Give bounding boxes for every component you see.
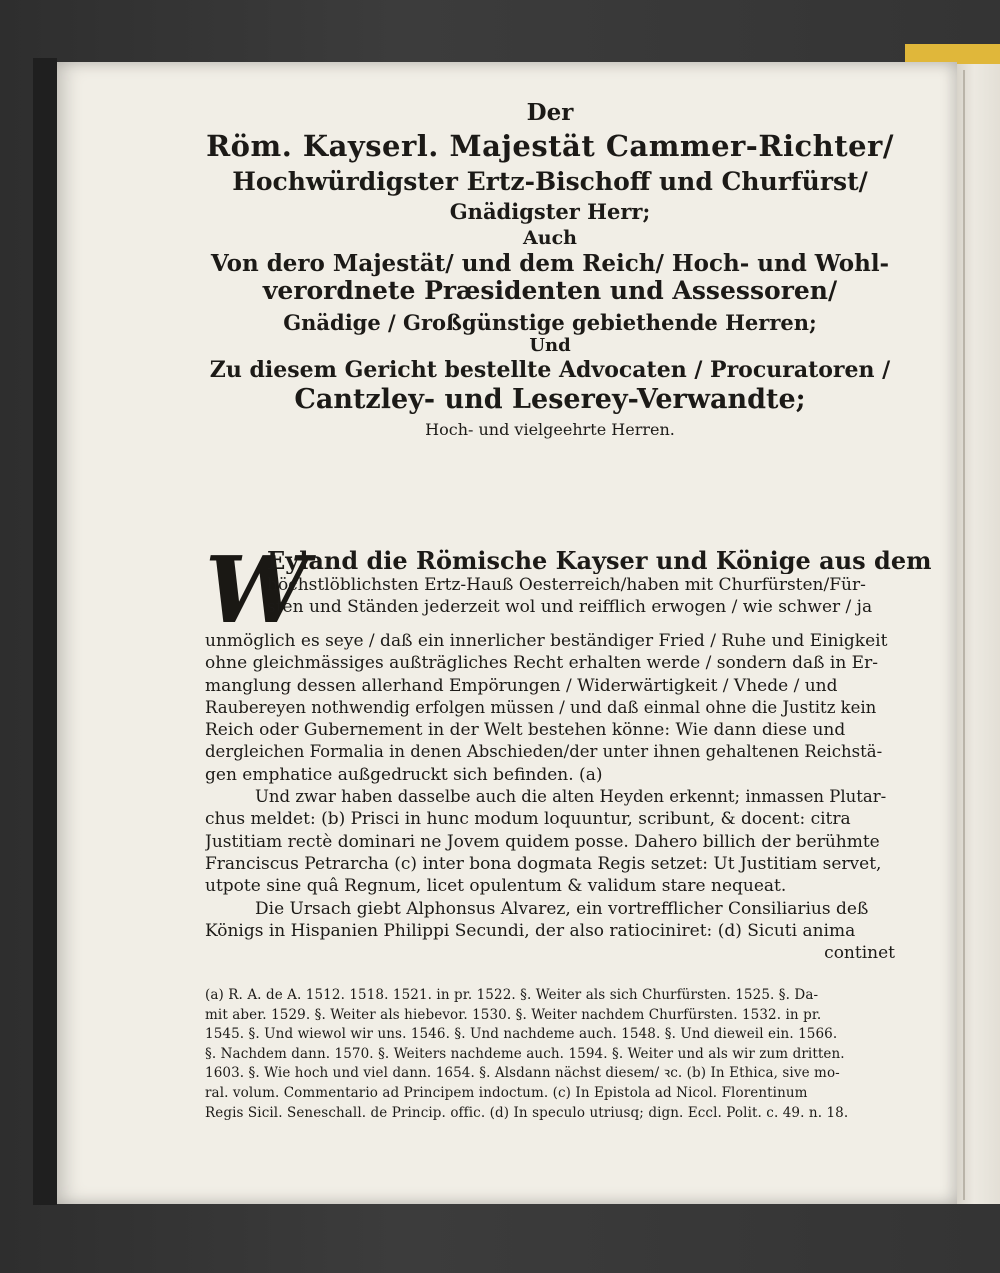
text-line: Königs in Hispanien Philippi Secundi, der also ratiociniret: (d) Sicuti anima: [205, 920, 856, 941]
title-line-5: verordnete Præsidenten und Assessoren/: [262, 275, 838, 305]
text-line: dergleichen Formalia in denen Abschieden/der unter ihnen gehaltenen Reichstä-: [205, 742, 883, 762]
title-line-8: Cantzley- und Leserey-Verwandte;: [294, 384, 806, 416]
title-und: Und: [529, 335, 571, 357]
footnotes: [205, 986, 895, 1123]
text-line: Justitiam rectè dominari ne Jovem quidem posse. Dahero billich der berühmte: [205, 831, 880, 852]
gutter-line: [963, 70, 965, 1200]
catchword: continet: [824, 943, 895, 964]
title-line-1: Röm. Kayserl. Majestät Cammer-Richter/: [206, 128, 894, 163]
bookmark-tab: [905, 44, 1000, 64]
title-block: [205, 100, 895, 439]
text-line: utpote sine quâ Regnum, licet opulentum & validum stare nequeat.: [205, 876, 787, 897]
lead-first-line: Eyland die Römische Kayser und Könige aus dem: [267, 548, 932, 574]
lead-line: höchstlöblichsten Ertz-Hauß Oesterreich/haben mit Churfürsten/Für-: [267, 575, 866, 595]
title-line-9: Hoch- und vielgeehrte Herren.: [425, 420, 675, 440]
lead-line: sten und Ständen jederzeit wol und reifflich erwogen / wie schwer / ja: [267, 597, 873, 618]
paragraph-3: [205, 898, 895, 943]
footnote-line: ral. volum. Commentario ad Principem indoctum. (c) In Epistola ad Nicol. Florentinum: [205, 1084, 808, 1101]
text-line: Die Ursach giebt Alphonsus Alvarez, ein vortrefflicher Consiliarius deß: [255, 898, 869, 919]
drop-cap-initial: W: [205, 536, 309, 644]
footnote-line: 1603. §. Wie hoch und viel dann. 1654. §. Alsdann nächst diesem/ ꝛc. (b) In Ethica, sive mo-: [205, 1065, 840, 1082]
title-line-3: Gnädigster Herr;: [449, 199, 651, 225]
main-text: [205, 536, 932, 964]
text-line: Und zwar haben dasselbe auch die alten Heyden erkennt; inmassen Plutar-: [255, 787, 887, 807]
paragraph-1: [205, 630, 895, 786]
text-line: ohne gleichmässiges außträgliches Recht erhalten werde / sondern daß in Er-: [205, 653, 878, 674]
text-line: Raubereyen nothwendig erfolgen müssen / und daß einmal ohne die Justitz kein: [205, 697, 877, 717]
footnote-line: (a) R. A. de A. 1512. 1518. 1521. in pr. 1522. §. Weiter als sich Churfürsten. 1525. §. Da-: [205, 987, 819, 1003]
title-line-2: Hochwürdigster Ertz-Bischoff und Churfürst/: [232, 167, 868, 197]
title-der: Der: [526, 99, 574, 126]
binding-strip: [33, 58, 57, 1205]
title-line-4: Von dero Majestät/ und dem Reich/ Hoch- und Wohl-: [210, 250, 890, 277]
footnote-line: mit aber. 1529. §. Weiter als hiebevor. 1530. §. Weiter nachdem Churfürsten. 1532. in pr.: [205, 1006, 822, 1023]
paragraph-2: [205, 786, 895, 897]
footnote-line: §. Nachdem dann. 1570. §. Weiters nachdeme auch. 1594. §. Weiter und als wir zum dritten.: [205, 1045, 845, 1062]
text-line: gen emphatice außgedruckt sich befinden. (a): [205, 764, 603, 785]
title-auch: Auch: [523, 226, 577, 249]
footnote-line: 1545. §. Und wiewol wir uns. 1546. §. Und nachdeme auch. 1548. §. Und dieweil ein. 1566.: [205, 1026, 838, 1043]
title-line-7: Zu diesem Gericht bestellte Advocaten / Procuratoren /: [209, 357, 891, 384]
text-line: manglung dessen allerhand Empörungen / Widerwärtigkeit / Vhede / und: [205, 675, 838, 696]
text-line: Franciscus Petrarcha (c) inter bona dogmata Regis setzet: Ut Justitiam servet,: [205, 853, 882, 874]
text-line: unmöglich es seye / daß ein innerlicher beständiger Fried / Ruhe und Einigkeit: [205, 631, 888, 651]
text-line: Reich oder Gubernement in der Welt bestehen könne: Wie dann diese und: [205, 720, 846, 741]
title-line-6: Gnädige / Großgünstige gebiethende Herren;: [283, 309, 817, 335]
footnote-line: Regis Sicil. Seneschall. de Princip. offic. (d) In speculo utriusq; dign. Eccl. Polit. c. 49. n. 18.: [205, 1104, 849, 1121]
text-line: chus meldet: (b) Prisci in hunc modum loquuntur, scribunt, & docent: citra: [205, 809, 851, 830]
